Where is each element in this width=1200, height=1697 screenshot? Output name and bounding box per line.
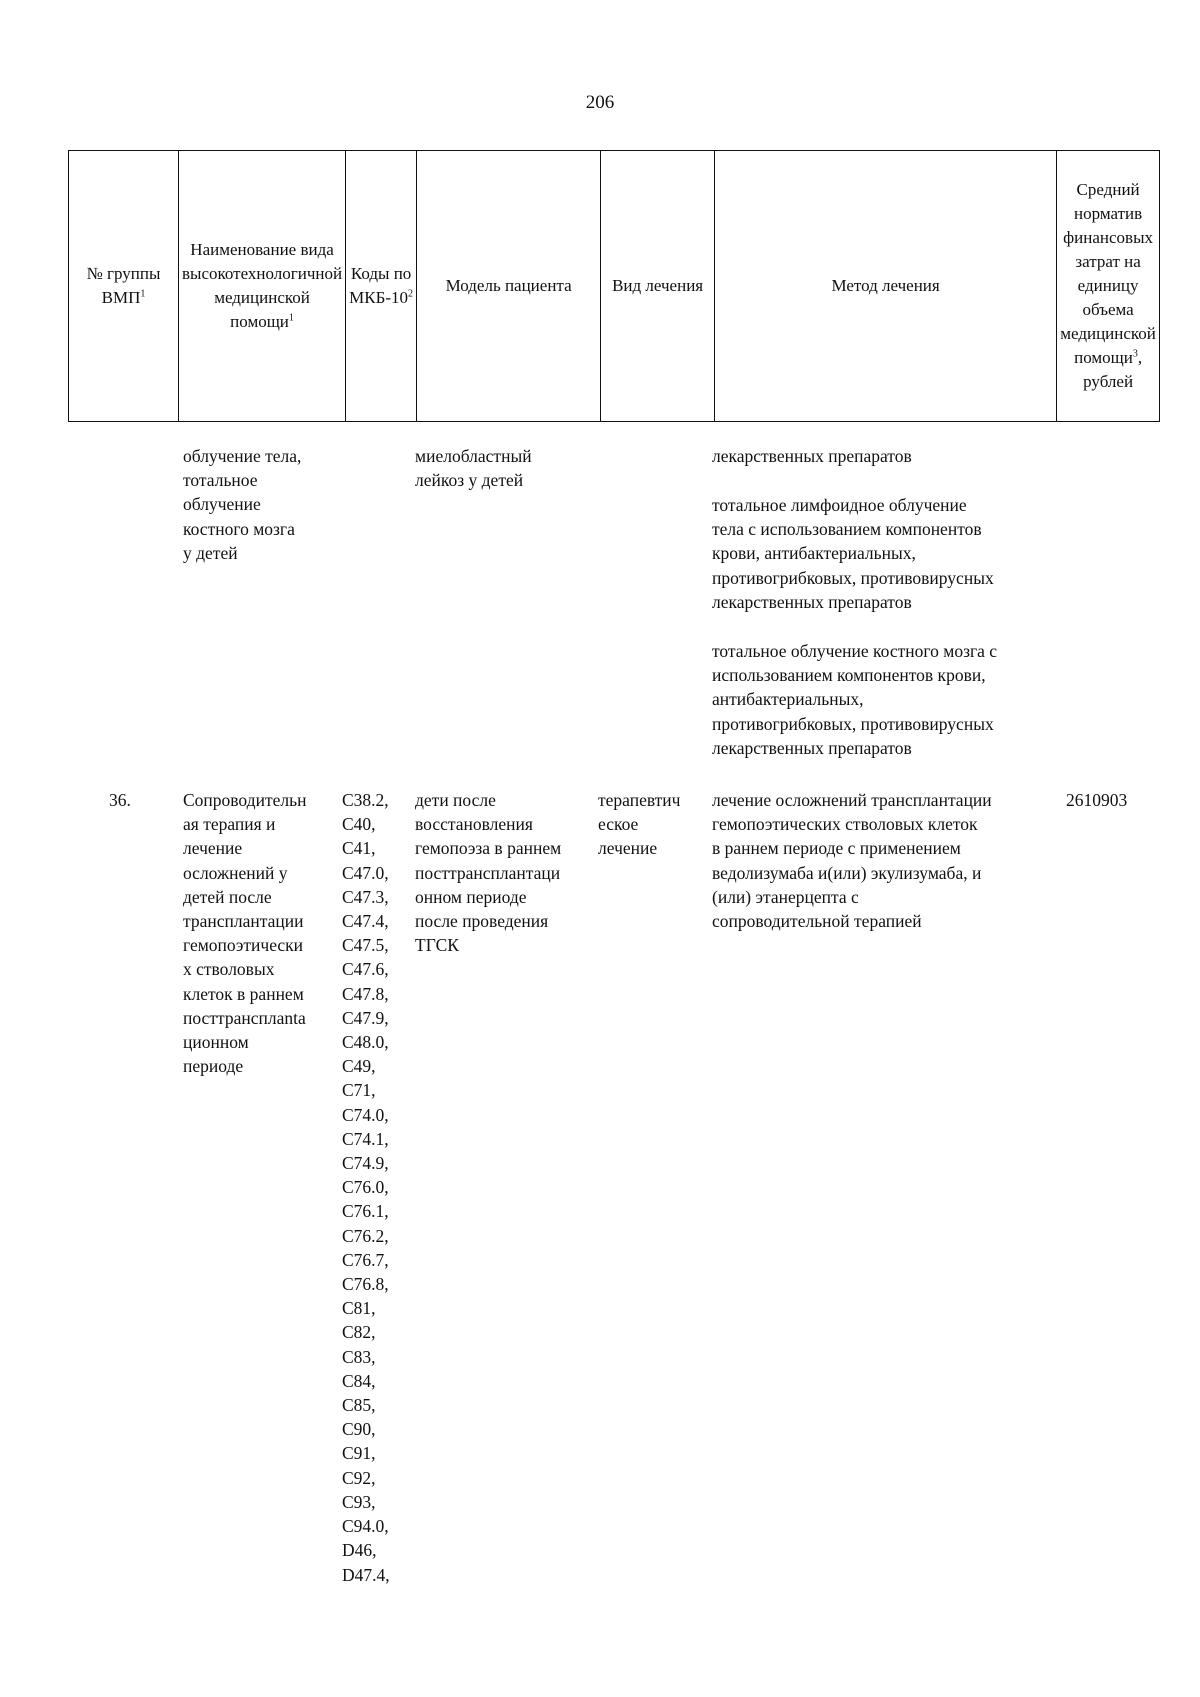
header-icd-codes: Коды по МКБ-$10^2$	[346, 151, 417, 422]
continuation-method-1: лекарственных препаратов	[712, 446, 912, 466]
row-36-cost: 2610903	[1066, 790, 1128, 810]
row-36-icd-codes: C38.2, C40, C41, C47.0, C47.3, C47.4, C47.5, C47.6, C47.8, C47.9, C48.0, C49, C71, C74.0, C74.1, C74.9, C76.0, C76.1, C76.2, C76.7, C76.8, C81, C82, C83, C84, C85, C90, C91, C92, C93, C94.0, D46, D47.4,	[342, 790, 390, 1585]
row-36-care-name: Сопроводительн ая терапия и лечение осложнений у детей после трансплантации гемопоэтически х стволовых клеток в раннем посттрансплanta ционном периоде	[183, 790, 307, 1077]
row-36-treatment-method: лечение осложнений трансплантации гемопоэтических стволовых клеток в раннем периоде с применением ведолизумаба и(или) экулизумаба, и (или) этанерцепта с сопроводительной терапией	[712, 790, 992, 932]
table-header	[68, 150, 1160, 422]
header-care-type-name: Наименование вида высокотехнологичной медицинской помощи$^1$	[179, 151, 346, 422]
row-36-treatment-type: терапевтич еское лечение	[598, 790, 681, 859]
header-patient-model: Модель пациента	[417, 151, 601, 422]
header-cost-standard: Средний норматив финансовых затрат на единицу объема медицинской помощи$^3$, рублей	[1057, 151, 1160, 422]
row-36-number: 36.	[109, 790, 131, 810]
page-number: 206	[585, 92, 615, 113]
header-treatment-type: Вид лечения	[601, 151, 715, 422]
continuation-method-3: тотальное облучение костного мозга с использованием компонентов крови, антибактериальных, противогрибковых, противовирусных лекарственных препаратов	[712, 641, 998, 758]
header-treatment-method: Метод лечения	[715, 151, 1057, 422]
header-group-number: № группы ВМП$^1$	[69, 151, 179, 422]
continuation-patient-model: миелобластный лейкоз у детей	[415, 446, 532, 491]
continuation-method-2: тотальное лимфоидное облучение тела с использованием компонентов крови, антибактериальных, противогрибковых, противовирусных лекарственных препаратов	[712, 495, 994, 612]
continuation-care-name: облучение тела, тотальное облучение костного мозга у детей	[183, 446, 302, 563]
row-36-patient-model: дети после восстановления гемопоэза в раннем посттрансплантаци онном периоде после проведения ТГСК	[415, 790, 562, 956]
